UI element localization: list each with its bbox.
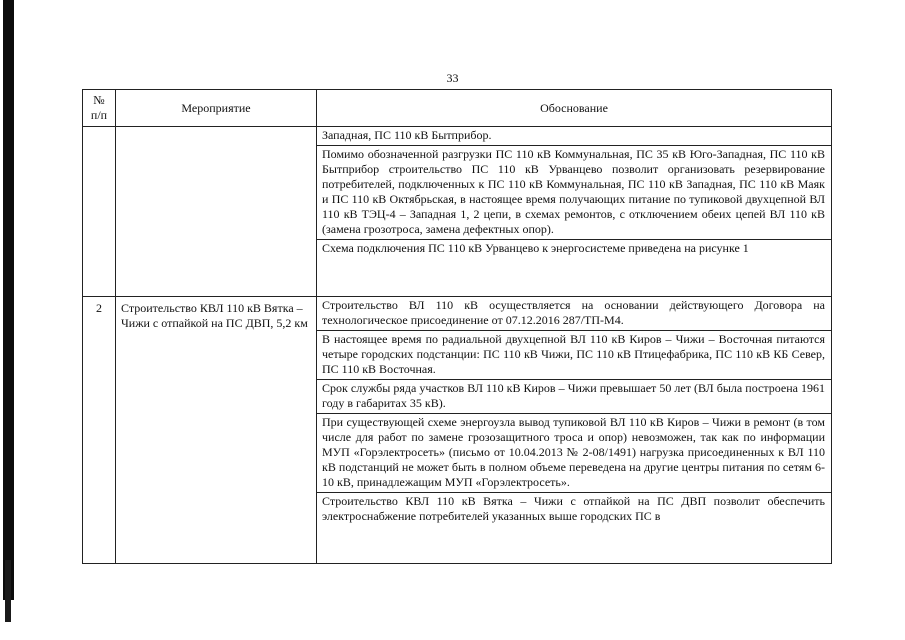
reason-paragraphs <box>317 297 831 559</box>
row-event-cell <box>116 127 317 297</box>
reason-paragraph: Строительство ВЛ 110 кВ осуществляется на основании действующего Договора на технологическое присоединение от 07.12.2016 287/ТП-М4. <box>322 298 825 327</box>
row-reason-cell <box>317 127 832 297</box>
reason-paragraph: Западная, ПС 110 кВ Бытприбор. <box>322 128 492 142</box>
row-event-cell <box>116 297 317 564</box>
row-num-cell <box>83 127 116 297</box>
header-num-label: № п/п <box>90 93 108 122</box>
header-event <box>116 90 317 127</box>
page-number: 33 <box>446 71 459 85</box>
row-event: Строительство КВЛ 110 кВ Вятка – Чижи с отпайкой на ПС ДВП, 5,2 км <box>121 301 308 330</box>
row-num-cell <box>83 297 116 564</box>
reason-paragraph: Срок службы ряда участков ВЛ 110 кВ Киров – Чижи превышает 50 лет (ВЛ была построена 1961 году в габаритах 35 кВ). <box>317 379 831 413</box>
reason-paragraph: Схема подключения ПС 110 кВ Урванцево к энергосистеме приведена на рисунке 1 <box>317 239 831 258</box>
header-reason-label: Обоснование <box>540 100 608 115</box>
row-num: 2 <box>96 301 102 315</box>
row-reason-cell <box>317 297 832 564</box>
measures-table <box>82 89 832 564</box>
table-row <box>83 297 832 564</box>
table-row <box>83 127 832 297</box>
header-num <box>83 90 116 127</box>
header-reason <box>317 90 832 127</box>
scan-edge-shadow <box>3 0 14 600</box>
reason-paragraph: Помимо обозначенной разгрузки ПС 110 кВ Коммунальная, ПС 35 кВ Юго-Западная, ПС 110 кВ Бытприбор строительство ПС 110 кВ Урванцево позволит организовать резервирование потребителей, подключенных к ПС 110 кВ Коммунальная, ПС 110 кВ Западная, ПС 110 кВ Маяк и ПС 110 кВ Октябрьская, в настоящее время получающих питание по тупиковой двухцепной ВЛ 110 кВ ТЭЦ-4 – Западная 1, 2 цепи, в схемах ремонтов, с отключением обеих цепей ВЛ 110 кВ (замена грозотроса, замена дефектных опор). <box>317 145 831 239</box>
table-header-row <box>83 90 832 127</box>
reason-paragraph: В настоящее время по радиальной двухцепной ВЛ 110 кВ Киров – Чижи – Восточная питаются четыре городских подстанции: ПС 110 кВ Чижи, ПС 110 кВ Птицефабрика, ПС 110 кВ КБ Север, ПС 110 кВ Восточная. <box>317 330 831 379</box>
header-event-label: Мероприятие <box>181 100 251 115</box>
reason-paragraph: Строительство КВЛ 110 кВ Вятка – Чижи с отпайкой на ПС ДВП позволит обеспечить электроснабжение потребителей указанных выше городских ПС в <box>317 492 831 526</box>
scan-edge-shadow-tail <box>5 560 11 622</box>
reason-paragraph: При существующей схеме энергоузла вывод тупиковой ВЛ 110 кВ Киров – Чижи в ремонт (в том числе для работ по замене грозозащитного троса и опор) невозможен, так как по информации МУП «Горэлектросеть» (письмо от 10.04.2013 № 2-08/1491) нагрузка присоединенных к ВЛ 110 кВ подстанций не может быть в полном объеме переведена на другие центры питания по сетям 6-10 кВ, принадлежащим МУП «Горэлектросеть». <box>317 413 831 492</box>
